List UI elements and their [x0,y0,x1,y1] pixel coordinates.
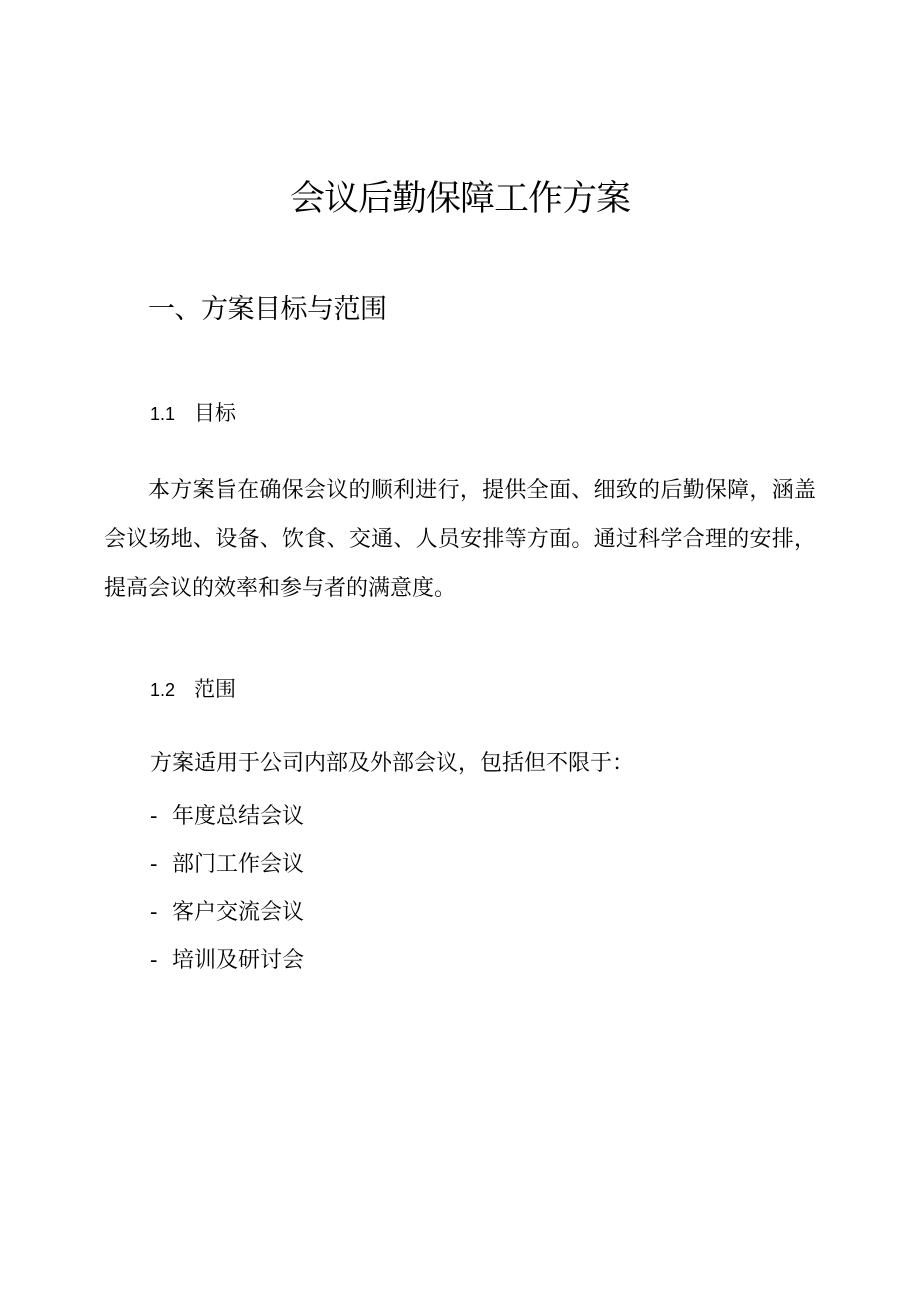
section-heading-goals-scope: 一、方案目标与范围 [148,294,387,325]
goal-paragraph: 本方案旨在确保会议的顺利进行，提供全面、细致的后勤保障，涵盖会议场地、设备、饮食、交通、人员安排等方面。通过科学合理的安排，提高会议的效率和参与者的满意度。 [104,478,816,601]
list-dash: - [150,900,158,925]
scope-item-training-seminar: 培训及研讨会 [172,948,305,973]
subsection-heading-goal [150,398,236,429]
subsection-heading-scope [150,674,236,705]
list-dash: - [150,852,158,877]
list-dash: - [150,948,158,973]
subsection-title-scope: 范围 [194,677,236,701]
scope-item-department-work: 部门工作会议 [172,852,305,877]
subsection-number-scope: 1.2 [150,680,176,700]
scope-list-item [150,889,304,937]
document-title: 会议后勤保障工作方案 [289,179,630,219]
scope-intro-text: 方案适用于公司内部及外部会议，包括但不限于： [150,751,635,776]
scope-list-item [150,793,304,841]
list-dash: - [150,804,158,829]
scope-list-item [150,841,304,889]
subsection-number-goal: 1.1 [150,404,176,424]
scope-item-client-exchange: 客户交流会议 [172,900,305,925]
subsection-title-goal: 目标 [194,401,236,425]
scope-list-item [150,937,304,985]
scope-list [150,793,304,985]
scope-item-annual-summary: 年度总结会议 [172,804,305,829]
